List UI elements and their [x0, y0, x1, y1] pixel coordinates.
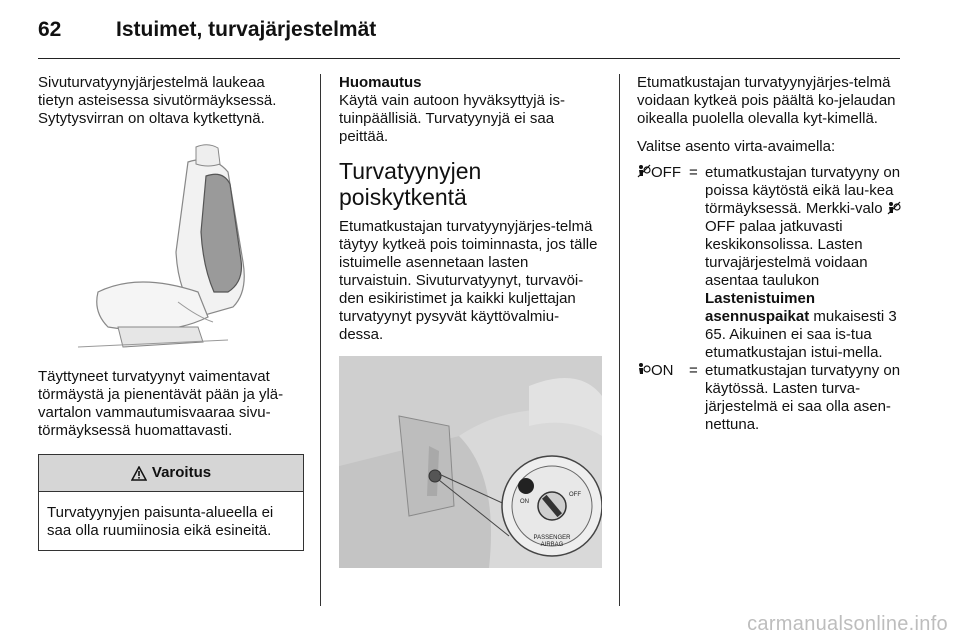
- airbag-effect-paragraph: Täyttyneet turvatyynyt vaimentavat törmäystä ja pienentävät pään ja ylä-vartalon vammautumisvaaraa sivu-törmäyksessä huomattavasti.: [38, 368, 284, 439]
- warning-text: Turvatyynyjen paisunta-alueella ei saa olla ruumiinosia eikä esineitä.: [47, 504, 274, 539]
- page-title: Istuimet, turvajärjestelmät: [116, 18, 377, 41]
- switch-location-paragraph: Etumatkustajan turvatyynyjärjes-telmä voidaan kytkeä pois päältä ko-jelaudan oikealla puolella olevalla kyt-kimellä.: [637, 74, 896, 127]
- column-divider-1: [320, 74, 321, 606]
- airbag-on-icon: [637, 362, 651, 376]
- deactivation-paragraph: Etumatkustajan turvatyynyjärjes-telmä täytyy kytkeä pois toiminnasta, jos tälle istuimelle asennetaan lasten turvaistuin. Sivuturvatyynyt, turvavöi-den esikiristimet ja kaikki kuljettajan turvatyynyt pysyvät käyttövalmiu-dessa.: [339, 218, 598, 343]
- airbag-off-icon: [637, 164, 651, 178]
- warning-triangle-icon: [131, 466, 147, 481]
- seat-side-airbag-illustration: [38, 142, 304, 355]
- list-item-off: [637, 164, 902, 362]
- switch-airbag-label: AIRBAG: [540, 542, 564, 548]
- switch-positions-list: [637, 164, 902, 434]
- definition-on: etumatkustajan turvatyyny on käytössä. Lasten turva-järjestelmä ei saa olla asen-nettuna.: [705, 362, 901, 433]
- airbag-switch-illustration: [339, 356, 602, 568]
- warning-box: [38, 454, 304, 551]
- switch-on-label: ON: [520, 499, 529, 505]
- header-rule: [38, 58, 900, 59]
- column-middle: [339, 74, 602, 568]
- page-reference: 3 65: [705, 308, 897, 343]
- list-item-on: [637, 362, 902, 434]
- column-divider-2: [619, 74, 620, 606]
- page-number: 62: [38, 18, 62, 41]
- warning-header: [39, 455, 303, 492]
- term-on: ON: [651, 362, 674, 379]
- section-heading: Turvatyynyjen poiskytkentä: [339, 158, 482, 210]
- term-off: OFF: [651, 164, 681, 181]
- table-reference: Lastenistuimen asennuspaikat: [705, 290, 816, 325]
- warning-title: Varoitus: [151, 464, 212, 481]
- airbag-off-icon: [887, 201, 901, 215]
- switch-off-label: OFF: [569, 492, 581, 498]
- footer-watermark: carmanualsonline.info: [747, 613, 948, 635]
- equals-sign: =: [689, 362, 698, 379]
- column-right: [637, 74, 902, 434]
- note-title: Huomautus: [339, 74, 422, 91]
- select-position-paragraph: Valitse asento virta-avaimella:: [637, 138, 836, 155]
- note-text: Käytä vain autoon hyväksyttyjä is-tuinpäällisiä. Turvatyynyjä ei saa peittää.: [339, 92, 565, 145]
- switch-passenger-label: PASSENGER: [533, 535, 571, 541]
- side-airbag-paragraph: Sivuturvatyynyjärjestelmä laukeaa tietyn asteisessa sivutörmäyksessä. Sytytysvirran on oltava kytkettynä.: [38, 74, 277, 127]
- equals-sign: =: [689, 164, 698, 181]
- page-header: [38, 18, 376, 48]
- column-left: [38, 74, 304, 551]
- definition-off: etumatkustajan turvatyyny on poissa käytöstä eikä lau-kea törmäyksessä. Merkki-valo OFF palaa jatkuvasti keskikonsolissa. Lasten turvajärjestelmä voidaan asentaa taulukon Lastenistuimen asennuspaikat mukaisesti 3 65. Aikuinen ei saa is-tua etumatkustajan istui-mella.: [705, 164, 901, 361]
